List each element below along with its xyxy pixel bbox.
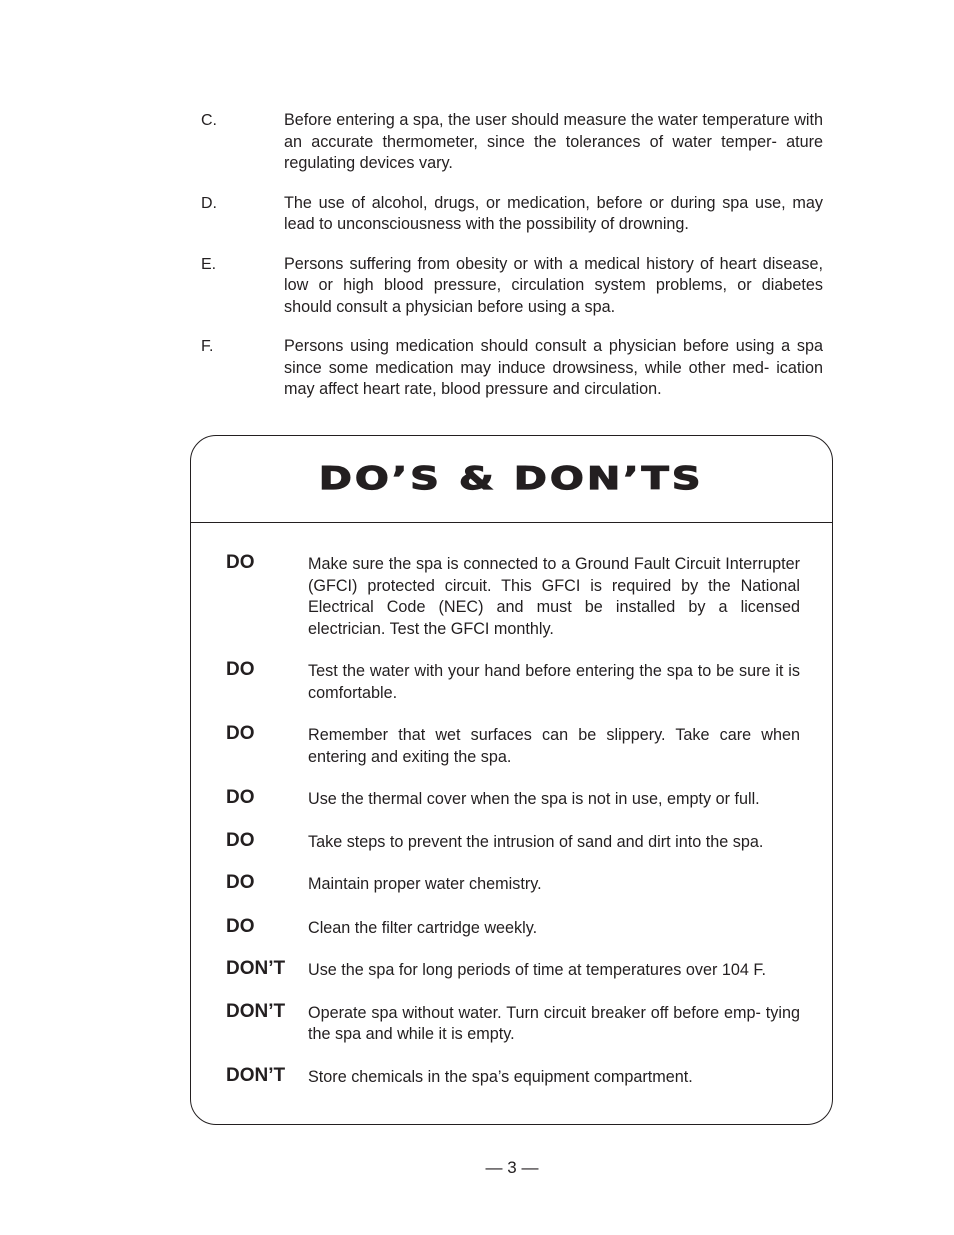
rule-tag: DO	[226, 829, 255, 851]
warning-item	[201, 193, 823, 236]
box-header	[191, 436, 832, 523]
rule-tag: DO	[226, 787, 255, 808]
rule-row	[226, 661, 800, 704]
rule-tag: DO	[226, 659, 255, 680]
rule-tag: DON’T	[226, 1064, 286, 1086]
box-title: DO’S & DON’TS	[319, 461, 704, 497]
rule-row	[226, 915, 800, 940]
rule-text: Operate spa without water. Turn circuit breaker off before emp- tying the spa and while it is empty.	[308, 1003, 800, 1043]
warning-letter: C.	[201, 112, 217, 129]
rule-row	[226, 725, 800, 768]
warning-text: Persons suffering from obesity or with a medical history of heart disease, low or high blood pressure, circulation system problems, or diabetes should consult a physician before using a spa.	[284, 254, 823, 316]
rule-row	[226, 1000, 800, 1046]
rule-tag: DO	[226, 723, 255, 744]
warning-letter: F.	[201, 338, 214, 355]
rule-row	[226, 789, 800, 811]
rule-tag: DO	[226, 872, 255, 893]
rule-text: Store chemicals in the spa’s equipment compartment.	[308, 1067, 693, 1086]
rule-row	[226, 960, 800, 982]
warning-text: Persons using medication should consult a physician before using a spa since some medication may induce drowsiness, while other med- ication may affect heart rate, blood pressure and circulation.	[284, 337, 823, 398]
rule-text: Take steps to prevent the intrusion of sand and dirt into the spa.	[308, 832, 764, 851]
rule-row	[226, 554, 800, 640]
rule-row	[226, 874, 800, 896]
rule-tag: DO	[226, 915, 255, 937]
warning-item	[201, 110, 823, 175]
rule-text: Maintain proper water chemistry.	[308, 875, 542, 893]
rule-row	[226, 829, 800, 854]
rules-list	[226, 554, 800, 1088]
rule-text: Remember that wet surfaces can be slippery. Take care when entering and exiting the spa.	[308, 726, 800, 766]
rule-row	[226, 1064, 800, 1089]
rule-tag: DON’T	[226, 958, 286, 979]
page-number: — 3 —	[485, 1158, 539, 1177]
dos-donts-box	[190, 435, 833, 1125]
warning-list	[201, 110, 823, 419]
warning-letter: D.	[201, 194, 217, 212]
warning-item	[201, 254, 823, 319]
rule-text: Make sure the spa is connected to a Ground Fault Circuit Interrupter (GFCI) protected circuit. This GFCI is required by the National Electrical Code (NEC) and must be installed by a licensed electrician. Test the GFCI monthly.	[308, 555, 800, 638]
rule-text: Use the thermal cover when the spa is not in use, empty or full.	[308, 790, 760, 808]
rule-text: Clean the filter cartridge weekly.	[308, 918, 538, 937]
warning-item	[201, 336, 823, 401]
rule-tag: DON’T	[226, 1000, 286, 1022]
rule-text: Use the spa for long periods of time at temperatures over 104 F.	[308, 961, 766, 979]
warning-text: The use of alcohol, drugs, or medication, before or during spa use, may lead to unconsciousness with the possibility of drowning.	[284, 193, 823, 233]
warning-text: Before entering a spa, the user should measure the water temperature with an accurate thermometer, since the tolerances of water temper- ature regulating devices vary.	[284, 111, 823, 172]
rule-tag: DO	[226, 552, 255, 573]
rule-text: Test the water with your hand before entering the spa to be sure it is comfortable.	[308, 662, 800, 702]
warning-letter: E.	[201, 255, 217, 273]
